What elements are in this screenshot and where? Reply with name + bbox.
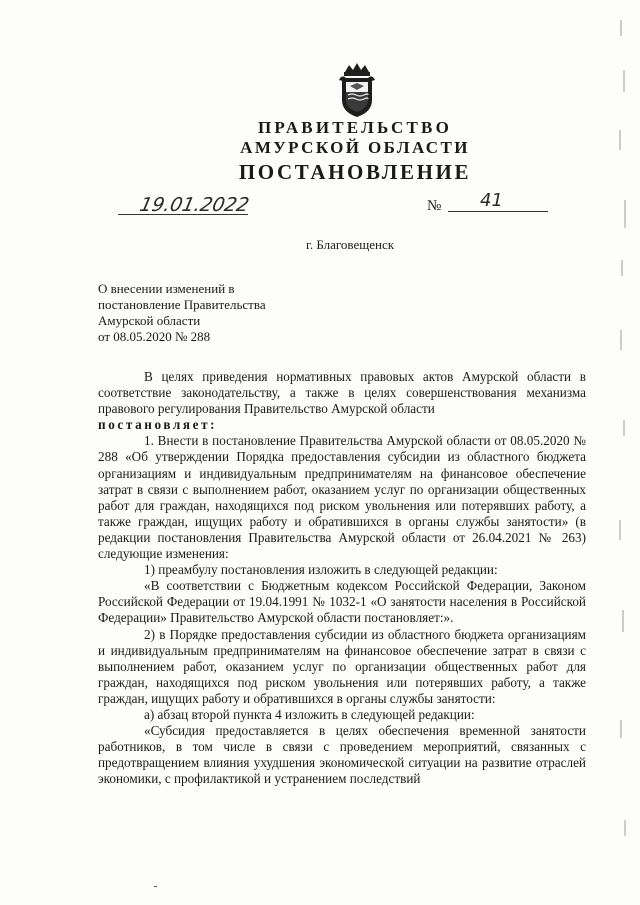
document-body — [98, 369, 586, 787]
scan-speck — [154, 886, 157, 887]
quote-2-paragraph: «Субсидия предоставляется в целях обеспечения временной занятости работников, в том числе в связи с проведением мероприятий, связанных с предотвращением влияния ухудшения экономической ситуации на развитие отраслей экономики, с профилактикой и устранением последствий — [98, 723, 586, 787]
quote-1-paragraph: «В соответствии с Бюджетным кодексом Российской Федерации, Законом Российской Федерации от 19.04.1991 № 1032-1 «О занятости населения в Российской Федерации» Правительство Амурской области постановляет:». — [98, 578, 586, 626]
number-sign: № — [427, 198, 442, 214]
city-line: г. Благовещенск — [305, 237, 395, 252]
resolves-heading: постановляет: — [98, 417, 218, 433]
number-underline — [448, 211, 548, 212]
scan-margin-noise — [616, 0, 630, 905]
subject-line: Амурской области — [98, 313, 201, 328]
item-1-2-paragraph: 2) в Порядке предоставления субсидии из областного бюджета организациям и индивидуальным предпринимателям на финансовое обеспечение затрат в связи с выполнением работ, оказанием услуг по организации общественных работ для граждан, находящихся под риском увольнения или потерявших работу, а также граждан, ищущих работу и обратившихся в органы службы занятости: — [98, 626, 586, 706]
org-title-line1: ПРАВИТЕЛЬСТВО — [258, 118, 452, 137]
handwritten-number: 41 — [480, 190, 503, 211]
subject-line: от 08.05.2020 № 288 — [98, 329, 211, 344]
org-title-line2: АМУРСКОЙ ОБЛАСТИ — [240, 138, 470, 157]
handwritten-date: 19.01.2022 — [137, 194, 252, 216]
item-1-1-paragraph: 1) преамбулу постановления изложить в следующей редакции: — [144, 562, 498, 578]
item-a-paragraph: а) абзац второй пункта 4 изложить в следующей редакции: — [144, 706, 475, 722]
document-type: ПОСТАНОВЛЕНИЕ — [238, 160, 472, 184]
subject-line: постановление Правительства — [98, 297, 266, 312]
document-subject — [98, 281, 266, 345]
subject-line: О внесении изменений в — [98, 281, 235, 296]
preamble-paragraph: В целях приведения нормативных правовых актов Амурской области в соответствие законодательству, а также в целях совершенствования механизма правового регулирования Правительство Амурской области — [98, 369, 586, 417]
item-1-paragraph: 1. Внести в постановление Правительства Амурской области от 08.05.2020 № 288 «Об утверждении Порядка предоставления субсидии из областного бюджета организациям и индивидуальным предпринимателям на финансовое обеспечение затрат в связи с выполнением работ, оказанием услуг по организации общественных работ для граждан, находящихся под риском увольнения или потерявших работу, а также граждан, ищущих работу и обратившихся в органы службы занятости» (в редакции постановления Правительства Амурской области от 26.04.2021 № 263) следующие изменения: — [98, 433, 586, 562]
coat-of-arms-icon — [336, 62, 378, 118]
